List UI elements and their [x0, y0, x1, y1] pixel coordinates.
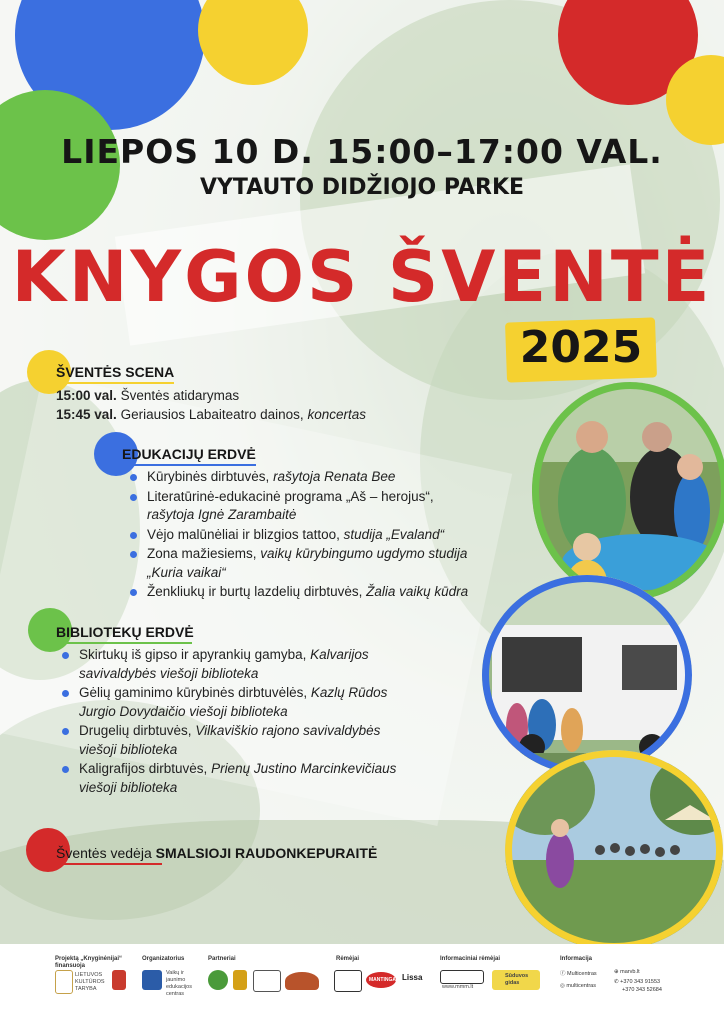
phone-contact: ✆ +370 343 91553 +370 343 52684	[614, 979, 662, 993]
bullet	[62, 652, 69, 659]
facebook-icon: ⓕ	[560, 971, 568, 977]
info-label: Informacija	[560, 956, 593, 962]
education-list	[130, 468, 510, 603]
heading-underline	[56, 863, 162, 865]
partner-logo	[233, 970, 247, 990]
list-item: Kaligrafijos dirbtuvės, Prienų Justino Marcinkevičiaus viešoji biblioteka	[62, 760, 462, 797]
event-location: VYTAUTO DIDŽIOJO PARKE	[199, 175, 525, 200]
event-date-time: LIEPOS 10 D. 15:00–17:00 VAL.	[61, 132, 663, 171]
photo-children-activity	[532, 382, 724, 600]
bullet	[62, 728, 69, 735]
list-item: Zona mažiesiems, vaikų kūrybingumo ugdymo studija „Kuria vaikai“	[130, 545, 510, 582]
photo-ring	[505, 750, 723, 950]
web-contact: ⊕ marvb.lt	[614, 969, 640, 975]
partner-logo	[253, 970, 281, 992]
mantinga-text: MANTINGA	[369, 977, 396, 983]
footer-sponsors	[0, 944, 724, 1024]
list-item: Vėjo malūnėliai ir blizgios tattoo, studija „Evaland“	[130, 526, 510, 545]
list-item: Drugelių dirbtuvės, Vilkaviškio rajono savivaldybės viešoji biblioteka	[62, 722, 462, 759]
list-item: Literatūrinė-edukacinė programa „Aš – herojus“, rašytoja Ignė Zarambaitė	[130, 488, 510, 525]
lkt-text: LIETUVOS KULTŪROS TARYBA	[75, 972, 105, 992]
bullet	[62, 690, 69, 697]
bullet	[130, 551, 137, 558]
photo-ring	[482, 575, 692, 775]
instagram-icon: ◎	[560, 983, 567, 989]
bullet	[130, 494, 137, 501]
organizers-label: Organizatorius	[142, 956, 185, 962]
event-title: KNYGOS ŠVENTĖ	[11, 236, 713, 318]
bullet	[62, 766, 69, 773]
instagram-contact: ◎ multicentras	[560, 983, 596, 989]
libraries-heading: BIBLIOTEKŲ ERDVĖ	[56, 624, 194, 640]
coat-of-arms-logo	[112, 970, 126, 990]
organizer-text: Vaikų ir jaunimo edukacijos centras	[166, 970, 192, 997]
heading-underline	[56, 642, 192, 644]
host-label: Šventės vedėja	[56, 845, 152, 861]
facebook-contact: ⓕ Multicentras	[560, 971, 597, 977]
project-label: Projektą „Knyginėnijai“ finansuoja	[55, 956, 123, 969]
scene-heading: ŠVENTĖS SCENA	[56, 364, 175, 380]
phone-icon: ✆	[614, 979, 621, 985]
list-item: Skirtukų iš gipso ir apyrankių gamyba, Kalvarijos savivaldybės viešoji biblioteka	[62, 646, 462, 683]
host-name: SMALSIOJI RAUDONKEPURAITĖ	[155, 845, 378, 861]
sponsors-label: Rėmėjai	[336, 956, 360, 962]
bullet	[130, 589, 137, 596]
scene-text: Šventės atidarymas	[120, 388, 240, 403]
heading-underline	[122, 464, 256, 466]
scene-row	[56, 405, 366, 424]
libraries-list	[62, 646, 462, 798]
bullet	[130, 474, 137, 481]
photo-ring	[532, 382, 724, 600]
event-year: 2025	[519, 322, 643, 373]
organizer-logo	[142, 970, 162, 990]
list-item: Ženkliukų ir burtų lazdelių dirbtuvės, Žalia vaikų kūdra	[130, 583, 510, 602]
mmm-text: www.mmm.lt	[442, 984, 474, 990]
heading-underline	[56, 382, 174, 384]
photo-library-bus	[482, 575, 692, 775]
lkt-logo	[55, 970, 73, 994]
host-line	[56, 845, 377, 861]
scene-time: 15:00 val.	[56, 388, 117, 403]
partner-logo	[285, 972, 319, 990]
partner-logo	[208, 970, 228, 990]
suduvos-text: Sūduvos gidas	[505, 973, 529, 986]
mmm-logo	[440, 970, 484, 984]
education-heading: EDUKACIJŲ ERDVĖ	[122, 446, 256, 462]
photo-park-crowd	[505, 750, 723, 950]
scene-row	[56, 386, 239, 405]
scene-time: 15:45 val.	[56, 407, 117, 422]
lissa-text: Lissa	[402, 973, 423, 982]
media-label: Informaciniai rėmėjai	[440, 956, 501, 962]
bullet	[130, 532, 137, 539]
list-item: Kūrybinės dirbtuvės, rašytoja Renata Bee	[130, 468, 510, 487]
sponsor-logo	[334, 970, 362, 992]
list-item: Gėlių gaminimo kūrybinės dirbtuvėlės, Kazlų Rūdos Jurgio Dovydaičio viešoji biblioteka	[62, 684, 462, 721]
scene-extra: koncertas	[307, 407, 366, 422]
globe-icon: ⊕	[614, 969, 621, 975]
partners-label: Partneriai	[208, 956, 236, 962]
scene-text: Geriausios Labaiteatro dainos,	[120, 407, 308, 422]
